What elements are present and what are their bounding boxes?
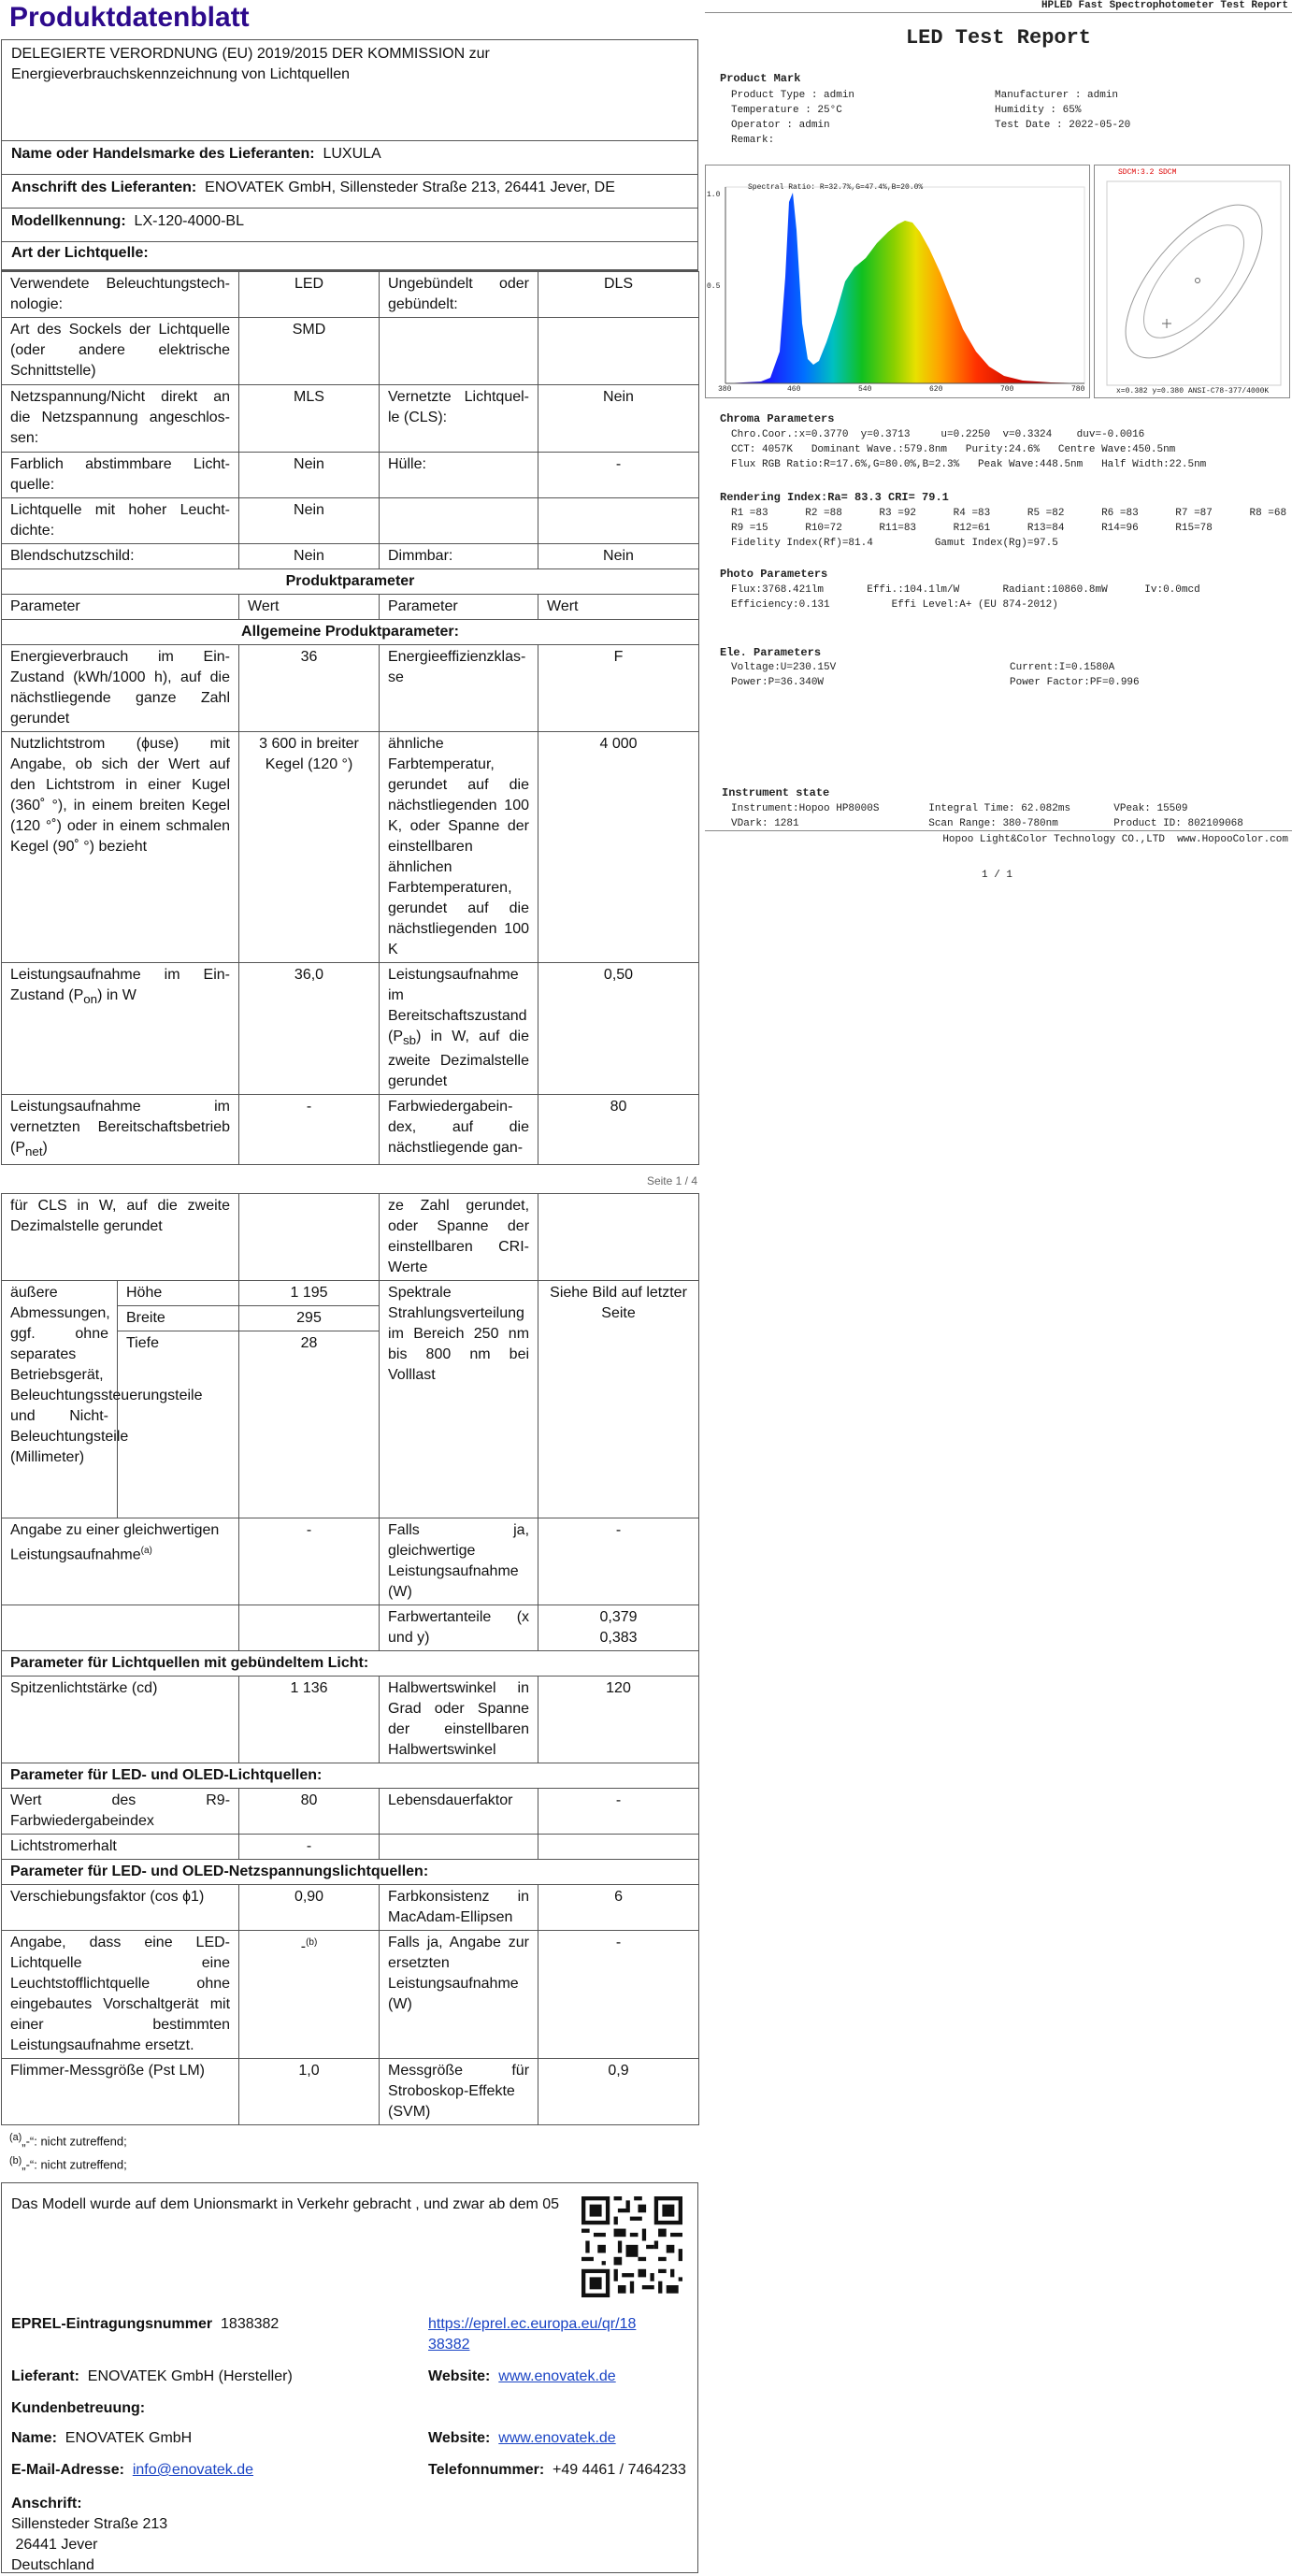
cell-value: 1,0 bbox=[239, 2059, 380, 2125]
cell-label: Farbkonsistenz in MacAdam-Ellipsen bbox=[380, 1885, 538, 1931]
rendering-line: R9 =15 R10=72 R11=83 R12=61 R13=84 R14=96 R15=78 bbox=[731, 523, 1213, 534]
cell-label: Verwendete Beleuchtungstech-nologie: bbox=[2, 272, 239, 318]
cell-value: - bbox=[538, 453, 699, 498]
sdcm-ellipse-outer bbox=[1101, 182, 1286, 380]
table-row bbox=[2, 1885, 699, 1931]
table-row bbox=[2, 1194, 699, 1281]
y-tick-label: 0.5 bbox=[707, 282, 721, 291]
cell-value bbox=[239, 1194, 380, 1281]
table-row bbox=[2, 569, 699, 595]
table-row bbox=[2, 1763, 699, 1789]
cell-label: Lichtstromerhalt bbox=[2, 1835, 239, 1860]
cell-label: Messgröße für Stroboskop-Effekte (SVM) bbox=[380, 2059, 538, 2125]
footnotes bbox=[0, 2125, 699, 2177]
cell-value bbox=[538, 1835, 699, 1860]
superscript: (a) bbox=[9, 2132, 22, 2144]
text: Angabe zu einer gleichwertigen Leistungsaufnahme bbox=[10, 1522, 220, 1563]
cell-label: Art des Sockels der Lichtquelle (oder andere elektrische Schnittstelle) bbox=[2, 318, 239, 385]
instrument-header: Instrument state bbox=[722, 786, 830, 799]
table-header-row bbox=[2, 595, 699, 620]
photo-line: Flux:3768.421lm Effi.:104.1lm/W Radiant:10860.8mW Iv:0.0mcd bbox=[731, 584, 1200, 596]
cell-value: Nein bbox=[239, 544, 380, 569]
model-row bbox=[2, 209, 697, 242]
subscript: on bbox=[83, 992, 98, 1007]
cell-label: Falls ja, gleichwertige Leistungsaufnahme (W) bbox=[380, 1518, 538, 1605]
website-label: Website: bbox=[428, 2430, 491, 2447]
postal-address bbox=[11, 2494, 167, 2576]
text: Leistungsaufnahme im Ein-Zustand (P bbox=[10, 967, 230, 1003]
chroma-header: Chroma Parameters bbox=[720, 412, 835, 425]
sdcm-chart bbox=[1094, 165, 1290, 398]
page-number: Seite 1 / 4 bbox=[646, 1174, 697, 1188]
light-type-header: Art der Lichtquelle: bbox=[2, 242, 697, 270]
ele-voltage: Voltage:U=230.15V bbox=[731, 662, 837, 673]
email-link[interactable]: info@enovatek.de bbox=[132, 2462, 254, 2479]
company-footer: Hopoo Light&Color Technology CO.,LTD www.HopooColor.com bbox=[942, 834, 1288, 845]
cell-label: Angabe, dass eine LED-Lichtquelle eine Leuchtstofflichtquelle ohne eingebautes Vorschaltgerät mit einer bestimmten Leistungsaufnahme ersetzt. bbox=[2, 1931, 239, 2059]
cell-label: Halbwertswinkel in Grad oder Spanne der einstellbaren Halbwertswinkel bbox=[380, 1677, 538, 1763]
column-header: Wert bbox=[538, 595, 699, 620]
instrument-line: VDark: 1281 Scan Range: 380-780nm Product ID: 802109068 bbox=[731, 818, 1243, 829]
report-page-number: 1 / 1 bbox=[982, 870, 1013, 881]
cell-value: 4 000 bbox=[538, 732, 699, 963]
cell-label: Falls ja, Angabe zur ersetzten Leistungsaufnahme (W) bbox=[380, 1931, 538, 2059]
spectral-ratio-label: Spectral Ratio: R=32.7%,G=47.4%,B=20.0% bbox=[748, 183, 924, 192]
cell-value bbox=[538, 318, 699, 385]
sdcm-title: SDCM:3.2 SDCM bbox=[1118, 168, 1177, 177]
chromaticity-value bbox=[538, 1605, 699, 1651]
cell-value: 0,50 bbox=[538, 963, 699, 1095]
eprel-value: 1838382 bbox=[221, 2316, 280, 2333]
product-type: Product Type : admin bbox=[731, 90, 855, 101]
table-row bbox=[2, 318, 699, 385]
x-tick-label: 780 bbox=[1071, 385, 1085, 394]
cell-label bbox=[380, 1835, 538, 1860]
ele-header: Ele. Parameters bbox=[720, 646, 822, 659]
depth-label: Tiefe bbox=[118, 1331, 239, 1518]
cell-value: 36 bbox=[239, 645, 380, 732]
ele-pf: Power Factor:PF=0.996 bbox=[1010, 677, 1140, 688]
cell-label: Nutzlichtstrom (ϕuse) mit Angabe, ob sich der Wert auf den Lichtstrom in einer Kugel (360˚ °), in einem breiten Kegel (120 °˚) oder in einem schmalen Kegel (90˚ °) bezieht bbox=[2, 732, 239, 963]
cell-label: Farblich abstimmbare Licht-quelle: bbox=[2, 453, 239, 498]
table-row bbox=[2, 1931, 699, 2059]
eprel-link[interactable] bbox=[428, 2314, 636, 2355]
email-label: E-Mail-Adresse: bbox=[11, 2462, 124, 2479]
cell-value: - bbox=[538, 1789, 699, 1835]
cell-label: ze Zahl gerundet, oder Spanne der einstellbaren CRI-Werte bbox=[380, 1194, 538, 1281]
manufacturer: Manufacturer : admin bbox=[995, 90, 1119, 101]
temperature: Temperature : 25°C bbox=[731, 105, 842, 116]
x-tick-label: 540 bbox=[858, 385, 872, 394]
report-title: LED Test Report bbox=[905, 26, 1092, 50]
cell-label: Vernetzte Lichtquel-le (CLS): bbox=[380, 385, 538, 453]
chromaticity-label: Farbwertanteile (x und y) bbox=[380, 1605, 538, 1651]
cell-value: 0,90 bbox=[239, 1885, 380, 1931]
name-row bbox=[11, 2428, 192, 2449]
brand-label: Name oder Handelsmarke des Lieferanten: bbox=[11, 146, 315, 162]
cell-label bbox=[2, 1605, 239, 1651]
chroma-line: CCT: 4057K Dominant Wave.:579.8nm Purity:24.6% Centre Wave:450.5nm bbox=[731, 444, 1176, 455]
cell-label: Flimmer-Messgröße (Pst LM) bbox=[2, 2059, 239, 2125]
cell-label: Energieverbrauch im Ein-Zustand (kWh/1000 h), auf die nächstliegende ganze Zahl gerundet bbox=[2, 645, 239, 732]
header-box bbox=[1, 39, 698, 271]
cell-value: LED bbox=[239, 272, 380, 318]
x-tick-label: 380 bbox=[718, 385, 732, 394]
name-label: Name: bbox=[11, 2430, 57, 2447]
spectrum-curve bbox=[725, 193, 1084, 383]
cell-label: Lichtquelle mit hoher Leucht-dichte: bbox=[2, 498, 239, 544]
target-point bbox=[1196, 279, 1200, 283]
eprel-row bbox=[11, 2314, 279, 2335]
cell-label: Hülle: bbox=[380, 453, 538, 498]
cell-label: für CLS in W, auf die zweite Dezimalstelle gerundet bbox=[2, 1194, 239, 1281]
cell-value: - bbox=[239, 1518, 380, 1605]
table-row bbox=[2, 2059, 699, 2125]
cell-value: Nein bbox=[239, 453, 380, 498]
text: „-“: nicht zutreffend; bbox=[22, 2134, 127, 2149]
instrument-line: Instrument:Hopoo HP8000S Integral Time: 62.082ms VPeak: 15509 bbox=[731, 803, 1188, 814]
text: Leistungsaufnahme im vernetzten Bereitschaftsbetrieb (P bbox=[10, 1099, 230, 1157]
height-label: Höhe bbox=[118, 1281, 239, 1306]
table-row bbox=[2, 963, 699, 1095]
chroma-line: Chro.Coor.:x=0.3770 y=0.3713 u=0.2250 v=0.3324 duv=-0.0016 bbox=[731, 429, 1145, 440]
supplier-row bbox=[11, 2367, 293, 2387]
footnote-b bbox=[9, 2151, 690, 2174]
table-row bbox=[2, 1281, 699, 1306]
test-date: Test Date : 2022-05-20 bbox=[995, 120, 1131, 131]
website-link[interactable]: www.enovatek.de bbox=[498, 2368, 616, 2385]
cell-value: 0,9 bbox=[538, 2059, 699, 2125]
cell-label: Verschiebungsfaktor (cos ϕ1) bbox=[2, 1885, 239, 1931]
table-row bbox=[2, 544, 699, 569]
cell-label: ähnliche Farbtemperatur, gerundet auf die nächstliegenden 100 K, oder Spanne der einstellbaren ähnlichen Farbtemperaturen, gerundet auf die nächstliegenden 100 K bbox=[380, 732, 538, 963]
table-row bbox=[2, 1789, 699, 1835]
cell-label bbox=[2, 1518, 239, 1605]
qr-code-icon bbox=[581, 2196, 682, 2297]
cell-label bbox=[380, 498, 538, 544]
operator: Operator : admin bbox=[731, 120, 830, 131]
phone-label: Telefonnummer: bbox=[428, 2462, 545, 2479]
cell-label bbox=[2, 1095, 239, 1165]
cell-value: 36,0 bbox=[239, 963, 380, 1095]
page-break bbox=[0, 1165, 699, 1193]
cell-label: Dimmbar: bbox=[380, 544, 538, 569]
phone-row bbox=[428, 2460, 686, 2481]
column-header: Wert bbox=[239, 595, 380, 620]
ele-current: Current:I=0.1580A bbox=[1010, 662, 1115, 673]
subscript: sb bbox=[403, 1033, 417, 1048]
cell-value: 6 bbox=[538, 1885, 699, 1931]
report-top-title: HPLED Fast Spectrophotometer Test Report bbox=[1041, 0, 1288, 11]
supplier-value: ENOVATEK GmbH (Hersteller) bbox=[87, 2368, 293, 2385]
general-params-header: Allgemeine Produktparameter: bbox=[2, 620, 699, 645]
sdcm-ellipse-inner bbox=[1127, 209, 1261, 354]
depth-value: 28 bbox=[239, 1331, 380, 1518]
service-label: Kundenbetreuung: bbox=[11, 2400, 146, 2417]
cell-value: MLS bbox=[239, 385, 380, 453]
cell-value: - bbox=[239, 1095, 380, 1165]
photo-header: Photo Parameters bbox=[720, 568, 828, 581]
cell-label: Farbwiedergabein-dex, auf die nächstliegende gan- bbox=[380, 1095, 538, 1165]
cell-label bbox=[2, 963, 239, 1095]
cell-value: F bbox=[538, 645, 699, 732]
address-line: Deutschland bbox=[11, 2557, 94, 2574]
cell-value: - bbox=[239, 1835, 380, 1860]
text: Leistungsaufnahme im Bereitschaftszustand (P bbox=[388, 967, 527, 1044]
cell-value: Nein bbox=[538, 385, 699, 453]
superscript: (b) bbox=[9, 2154, 22, 2166]
superscript: (b) bbox=[306, 1937, 318, 1949]
market-text: Das Modell wurde auf dem Unionsmarkt in Verkehr gebracht , und zwar ab dem 05 bbox=[11, 2196, 560, 2213]
product-mark-header: Product Mark bbox=[720, 72, 801, 85]
table-row bbox=[2, 620, 699, 645]
website-label: Website: bbox=[428, 2368, 491, 2385]
table-row bbox=[2, 272, 699, 318]
humidity: Humidity : 65% bbox=[995, 105, 1082, 116]
plot-area bbox=[1107, 181, 1281, 385]
table-row bbox=[2, 385, 699, 453]
address-value: ENOVATEK GmbH, Sillensteder Straße 213, 26441 Jever, DE bbox=[205, 180, 615, 195]
table-row bbox=[2, 498, 699, 544]
cell-label: Energieeffizienzklas-se bbox=[380, 645, 538, 732]
cell-label bbox=[380, 963, 538, 1095]
phone-value: +49 4461 / 7464233 bbox=[553, 2462, 686, 2479]
address-line: 26441 Jever bbox=[11, 2537, 98, 2554]
table-row bbox=[2, 1651, 699, 1677]
cell-value: 80 bbox=[239, 1789, 380, 1835]
cell-label: Blendschutzschild: bbox=[2, 544, 239, 569]
text: - bbox=[300, 1938, 307, 1955]
subscript: net bbox=[25, 1144, 43, 1159]
table-row bbox=[2, 1860, 699, 1885]
spectrum-chart bbox=[705, 165, 1090, 398]
led-test-report bbox=[705, 0, 1292, 898]
table-row bbox=[2, 453, 699, 498]
text: ) bbox=[42, 1140, 48, 1157]
cell-value bbox=[239, 1931, 380, 2059]
mains-params-header: Parameter für LED- und OLED-Netzspannungslichtquellen: bbox=[2, 1860, 699, 1885]
light-type-table bbox=[1, 271, 699, 1165]
table-row bbox=[2, 1677, 699, 1763]
divider bbox=[705, 12, 1292, 13]
cell-value bbox=[538, 498, 699, 544]
cell-label bbox=[380, 318, 538, 385]
text: ) in W bbox=[97, 987, 136, 1003]
model-label: Modellkennung: bbox=[11, 213, 126, 229]
address-row bbox=[2, 175, 697, 209]
address-line: Sillensteder Straße 213 bbox=[11, 2516, 168, 2533]
table-row bbox=[2, 645, 699, 732]
supplier-label: Lieferant: bbox=[11, 2368, 79, 2385]
table-row bbox=[2, 1835, 699, 1860]
table-row bbox=[2, 1518, 699, 1605]
text: „-“: nicht zutreffend; bbox=[22, 2157, 127, 2172]
spectral-value: Siehe Bild auf letzter Seite bbox=[538, 1281, 699, 1518]
website2-row bbox=[428, 2428, 616, 2449]
website-link[interactable]: www.enovatek.de bbox=[498, 2430, 616, 2447]
cell-label: Netzspannung/Nicht direkt an die Netzspannung angeschlos-sen: bbox=[2, 385, 239, 453]
sheet-title: Produktdatenblatt bbox=[9, 2, 250, 33]
email-row bbox=[11, 2460, 253, 2481]
address-label: Anschrift des Lieferanten: bbox=[11, 180, 197, 195]
link-text[interactable]: https://eprel.ec.europa.eu/qr/18 bbox=[428, 2316, 637, 2333]
directional-params-header: Parameter für Lichtquellen mit gebündeltem Licht: bbox=[2, 1651, 699, 1677]
cell-value: 80 bbox=[538, 1095, 699, 1165]
rendering-line: Fidelity Index(Rf)=81.4 Gamut Index(Rg)=97.5 bbox=[731, 538, 1058, 549]
x-tick-label: 700 bbox=[1000, 385, 1014, 394]
contact-box bbox=[1, 2182, 698, 2573]
cell-value: 3 600 in breiter Kegel (120 °) bbox=[239, 732, 380, 963]
model-value: LX-120-4000-BL bbox=[134, 213, 244, 229]
y-tick-label: 1.0 bbox=[707, 191, 721, 199]
chromaticity-y: 0,383 bbox=[599, 1630, 638, 1647]
text: ) in W, auf die zweite Dezimalstelle gerundet bbox=[388, 1029, 529, 1090]
column-header: Parameter bbox=[2, 595, 239, 620]
params-table-continued bbox=[1, 1193, 699, 2125]
name-value: ENOVATEK GmbH bbox=[65, 2430, 193, 2447]
cell-value: SMD bbox=[239, 318, 380, 385]
height-value: 1 195 bbox=[239, 1281, 380, 1306]
cell-value: 1 136 bbox=[239, 1677, 380, 1763]
cell-label: Wert des R9-Farbwiedergabeindex bbox=[2, 1789, 239, 1835]
cell-value: - bbox=[538, 1931, 699, 2059]
cell-value bbox=[538, 1194, 699, 1281]
brand-value: LUXULA bbox=[323, 146, 381, 162]
cell-value: DLS bbox=[538, 272, 699, 318]
rendering-header: Rendering Index:Ra= 83.3 CRI= 79.1 bbox=[720, 491, 949, 504]
footnote-a bbox=[9, 2128, 690, 2151]
chromaticity-x: 0,379 bbox=[599, 1609, 638, 1626]
divider bbox=[705, 830, 1292, 831]
website-row bbox=[428, 2367, 616, 2387]
brand-row bbox=[2, 141, 697, 175]
eprel-label: EPREL-Eintragungsnummer bbox=[11, 2316, 213, 2333]
product-params-header: Produktparameter bbox=[2, 569, 699, 595]
led-params-header: Parameter für LED- und OLED-Lichtquellen: bbox=[2, 1763, 699, 1789]
column-header: Parameter bbox=[380, 595, 538, 620]
cell-value: Nein bbox=[538, 544, 699, 569]
cell-label: Lebensdauerfaktor bbox=[380, 1789, 538, 1835]
table-row bbox=[2, 1605, 699, 1651]
sdcm-footer: x=0.382 y=0.380 ANSI-C78-377/4000K bbox=[1116, 387, 1270, 396]
table-row bbox=[2, 1095, 699, 1165]
x-tick-label: 460 bbox=[787, 385, 801, 394]
address-heading: Anschrift: bbox=[11, 2496, 82, 2512]
cell-label: Spitzenlichtstärke (cd) bbox=[2, 1677, 239, 1763]
cell-label: Ungebündelt oder gebündelt: bbox=[380, 272, 538, 318]
superscript: (a) bbox=[140, 1546, 152, 1557]
cell-value: Nein bbox=[239, 498, 380, 544]
cell-value bbox=[239, 1605, 380, 1651]
width-label: Breite bbox=[118, 1306, 239, 1331]
remark: Remark: bbox=[731, 135, 775, 146]
cell-value: - bbox=[538, 1518, 699, 1605]
link-text[interactable]: 38382 bbox=[428, 2337, 470, 2353]
table-row bbox=[2, 732, 699, 963]
x-tick-label: 620 bbox=[929, 385, 943, 394]
ele-power: Power:P=36.340W bbox=[731, 677, 825, 688]
chroma-line: Flux RGB Ratio:R=17.6%,G=80.0%,B=2.3% Peak Wave:448.5nm Half Width:22.5nm bbox=[731, 459, 1207, 470]
cell-value: 120 bbox=[538, 1677, 699, 1763]
spectral-label: Spektrale Strahlungsverteilung im Bereich 250 nm bis 800 nm bei Volllast bbox=[380, 1281, 538, 1518]
rendering-line: R1 =83 R2 =88 R3 =92 R4 =83 R5 =82 R6 =83 R7 =87 R8 =68 bbox=[731, 508, 1287, 519]
dimensions-label: äußere Abmessungen, ggf. ohne separates Betriebsgerät, Beleuchtungssteuerungsteile und Nicht-Beleuchtungsteile (Millimeter) bbox=[2, 1281, 118, 1518]
width-value: 295 bbox=[239, 1306, 380, 1331]
regulation-text: DELEGIERTE VERORDNUNG (EU) 2019/2015 DER KOMMISSION zur Energieverbrauchskennzeichnung von Lichtquellen bbox=[2, 40, 697, 141]
photo-line: Efficiency:0.131 Effi Level:A+ (EU 874-2012) bbox=[731, 599, 1058, 611]
